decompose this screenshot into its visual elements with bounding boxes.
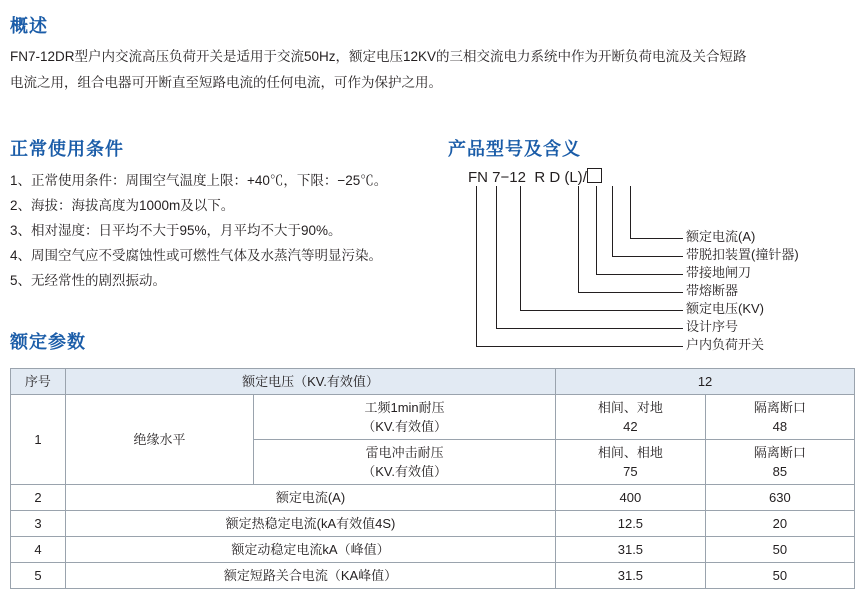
- legend-label-earthing-switch: 带接地闸刀: [686, 265, 752, 280]
- model-designation-diagram: [448, 166, 863, 352]
- params-section-title: 额定参数: [10, 332, 86, 352]
- row-value-2: 50: [705, 537, 854, 563]
- code-part-fn: FN: [468, 169, 488, 186]
- legend-label-design-serial: 设计序号: [686, 319, 739, 334]
- row-no-4: 4: [11, 537, 66, 563]
- row-name-thermal-stability-current: 额定热稳定电流(kA有效值4S): [65, 511, 555, 537]
- cell-line-1: 相间、对地: [597, 400, 663, 415]
- code-part-7: 7: [492, 169, 501, 186]
- code-part-12: 12: [509, 169, 526, 186]
- list-item: 2、海拔：海拔高度为1000m及以下。: [10, 198, 235, 213]
- table-row: [11, 485, 855, 511]
- code-part-box: [587, 168, 602, 183]
- row-name-dynamic-stability-current: 额定动稳定电流kA（峰值）: [65, 537, 555, 563]
- cell-lightning-impulse-withstand: [254, 440, 556, 485]
- row-no-1: 1: [11, 395, 66, 485]
- cell-line-2: 75: [623, 464, 638, 479]
- column-header-rated-voltage: 额定电压（KV.有效值）: [65, 369, 555, 395]
- cell-line-1: 相间、相地: [597, 445, 663, 460]
- legend-label-indoor-load-switch: 户内负荷开关: [686, 337, 765, 352]
- column-header-no: 序号: [11, 369, 66, 395]
- cell-line-2: 85: [772, 464, 788, 479]
- list-item: 1、正常使用条件：周围空气温度上限：+40℃，下限：−25℃。: [10, 173, 388, 188]
- cell-pf-isolating-gap: [705, 395, 854, 440]
- conditions-list: [10, 168, 440, 293]
- row-name-insulation-level: 绝缘水平: [65, 395, 253, 485]
- row-name-short-circuit-making-current: 额定短路关合电流（KA峰值）: [65, 563, 555, 589]
- row-value-1: 12.5: [556, 511, 706, 537]
- code-part-d: D: [549, 169, 561, 186]
- legend-label-rated-voltage: 额定电压(KV): [686, 301, 765, 316]
- table-row: [11, 537, 855, 563]
- cell-line-2: （KV.有效值）: [362, 464, 447, 479]
- cell-line-1: 工频1min耐压: [364, 400, 445, 415]
- row-name-rated-current: 额定电流(A): [65, 485, 555, 511]
- column-header-value-12: 12: [556, 369, 855, 395]
- code-part-slash: /: [582, 169, 587, 186]
- cell-power-frequency-withstand: [254, 395, 556, 440]
- cell-line-1: 雷电冲击耐压: [365, 445, 444, 460]
- table-row: [11, 563, 855, 589]
- overview-section-title: 概述: [10, 16, 48, 36]
- cell-line-2: 42: [623, 419, 638, 434]
- overview-paragraph-1: FN7-12DR型户内交流高压负荷开关是适用于交流50Hz，额定电压12KV的三相交流电力系统中作为开断负荷电流及关合短路: [10, 49, 747, 64]
- conditions-section-title: 正常使用条件: [10, 139, 124, 159]
- cell-pf-phase-to-earth: [556, 395, 706, 440]
- row-no-2: 2: [11, 485, 66, 511]
- row-no-3: 3: [11, 511, 66, 537]
- code-part-r: R: [534, 169, 546, 186]
- row-value-2: 50: [705, 563, 854, 589]
- code-part-l: (L): [564, 169, 583, 186]
- cell-line-2: （KV.有效值）: [362, 419, 447, 434]
- row-value-2: 20: [705, 511, 854, 537]
- model-code-text: [468, 168, 602, 186]
- row-value-2: 630: [705, 485, 854, 511]
- overview-paragraph-2: 电流之用，组合电器可开断直至短路电流的任何电流，可作为保护之用。: [10, 75, 442, 90]
- code-part-dash: −: [500, 169, 510, 186]
- table-row: [11, 395, 855, 440]
- cell-line-1: 隔离断口: [753, 445, 806, 460]
- list-item: 4、周围空气应不受腐蚀性或可燃性气体及水蒸汽等明显污染。: [10, 248, 383, 263]
- cell-line-2: 48: [772, 419, 788, 434]
- row-value-1: 31.5: [556, 537, 706, 563]
- cell-li-phase-to-earth: [556, 440, 706, 485]
- overview-body: [10, 44, 855, 96]
- list-item: 5、无经常性的剧烈振动。: [10, 273, 167, 288]
- rated-parameters-table: [10, 368, 855, 589]
- row-value-1: 31.5: [556, 563, 706, 589]
- table-row: [11, 511, 855, 537]
- legend-label-tripping-device: 带脱扣装置(撞针器): [686, 247, 799, 262]
- cell-li-isolating-gap: [705, 440, 854, 485]
- legend-label-fuse: 带熔断器: [686, 283, 739, 298]
- leader-line-7: [476, 186, 683, 347]
- model-section-title: 产品型号及含义: [448, 139, 581, 159]
- legend-label-rated-current: 额定电流(A): [686, 229, 756, 244]
- list-item: 3、相对湿度：日平均不大于95%，月平均不大于90%。: [10, 223, 342, 238]
- row-value-1: 400: [556, 485, 706, 511]
- row-no-5: 5: [11, 563, 66, 589]
- cell-line-1: 隔离断口: [753, 400, 806, 415]
- table-header-row: [11, 369, 855, 395]
